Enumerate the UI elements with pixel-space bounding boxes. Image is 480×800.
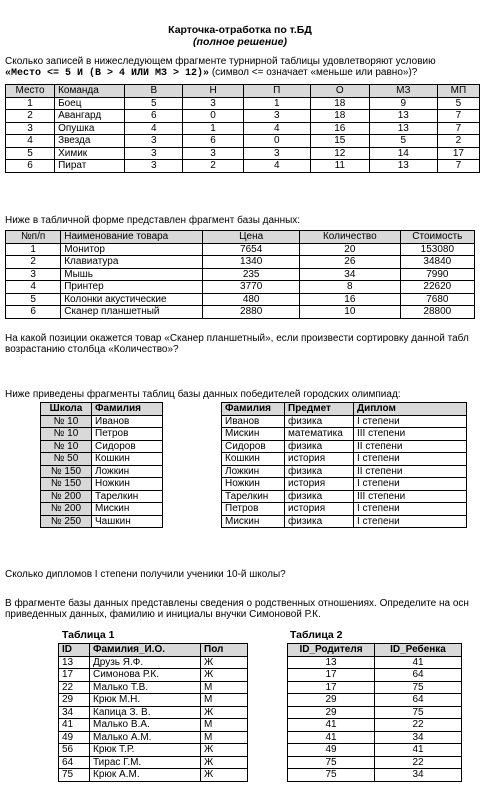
table-cell: Иванов [92, 415, 163, 428]
table-row [288, 669, 462, 682]
table-row [6, 135, 480, 148]
task3-question: Сколько дипломов I степени получили ученики 10-й школы? [5, 569, 286, 580]
table-cell: № 10 [41, 415, 92, 428]
table-cell: 4 [243, 122, 310, 135]
column-header: Место [6, 85, 55, 98]
table-cell: 41 [288, 719, 375, 732]
table-cell: II степени [354, 440, 467, 453]
table1-title: Таблица 1 [62, 629, 115, 641]
table-cell: 3 [243, 110, 310, 123]
column-header: Фамилия_И.О. [90, 644, 201, 657]
header-row [6, 85, 480, 98]
table-cell: 4 [125, 122, 183, 135]
table-cell: 2 [183, 160, 243, 173]
table-cell: Иванов [222, 415, 285, 428]
table-cell: Друзь Я.Ф. [90, 656, 201, 669]
column-header: Предмет [285, 403, 354, 416]
table-row [222, 465, 467, 478]
table-cell: 6 [6, 306, 61, 319]
table-cell: физика [285, 490, 354, 503]
column-header: Диплом [354, 403, 467, 416]
table-cell: 3 [6, 122, 55, 135]
table-cell: 5 [437, 97, 479, 110]
table-cell: 18 [310, 97, 369, 110]
table-cell: № 200 [41, 503, 92, 516]
table-cell: 13 [369, 122, 437, 135]
table-cell: 4 [6, 281, 61, 294]
table-cell: 153080 [400, 243, 474, 256]
table-cell: 29 [59, 694, 90, 707]
column-header: О [310, 85, 369, 98]
card-header [5, 24, 475, 48]
task1-question [5, 56, 480, 79]
table-row [222, 515, 467, 528]
table-cell: Петров [222, 503, 285, 516]
table-row [41, 478, 163, 491]
table-cell: 75 [375, 706, 462, 719]
table-row [59, 731, 248, 744]
table-cell: физика [285, 515, 354, 528]
table-cell: Колонки акустические [61, 293, 203, 306]
table-cell: 3 [183, 147, 243, 160]
table-cell: 64 [375, 694, 462, 707]
table-cell: 3 [6, 268, 61, 281]
table-row [288, 681, 462, 694]
table-cell: 5 [6, 293, 61, 306]
table-cell: 13 [369, 160, 437, 173]
task2-question [5, 333, 480, 355]
table-cell: 1 [183, 122, 243, 135]
table-cell: Крюк А.М. [90, 769, 201, 782]
table-cell: III степени [354, 490, 467, 503]
products-table [5, 230, 475, 319]
task3-intro: Ниже приведены фрагменты таблиц базы данных победителей городских олимпиад: [5, 389, 401, 400]
table-cell: 49 [288, 744, 375, 757]
table-cell: Мышь [61, 268, 203, 281]
task1-question-line1: Сколько записей в нижеследующем фрагменте турнирной таблицы удовлетворяют условию [5, 56, 436, 67]
table-row [6, 306, 475, 319]
table-cell: М [201, 719, 248, 732]
table-cell: 6 [125, 110, 183, 123]
table-cell: Ж [201, 769, 248, 782]
table-cell: 235 [203, 268, 300, 281]
table-cell: I степени [354, 478, 467, 491]
table-cell: М [201, 694, 248, 707]
table-cell: Ж [201, 656, 248, 669]
task1-condition: «Место <= 5 И (В > 4 ИЛИ МЗ > 12)» [5, 68, 210, 79]
column-header: ID_Ребенка [375, 644, 462, 657]
header-row [59, 644, 248, 657]
table-cell: 3 [243, 147, 310, 160]
table-cell: математика [285, 428, 354, 441]
table-row [41, 453, 163, 466]
tournament-table [5, 84, 480, 173]
table-cell: 18 [310, 110, 369, 123]
table-row [59, 719, 248, 732]
table-cell: Тирас Г.М. [90, 756, 201, 769]
column-header: Команда [55, 85, 125, 98]
table-cell: история [285, 478, 354, 491]
table-cell: 13 [59, 656, 90, 669]
table-cell: 17 [288, 681, 375, 694]
table-cell: 13 [369, 110, 437, 123]
table-row [41, 490, 163, 503]
table-cell: 5 [369, 135, 437, 148]
table-cell: 480 [203, 293, 300, 306]
relations-table [287, 643, 462, 782]
table-cell: 22 [375, 756, 462, 769]
table-cell: I степени [354, 515, 467, 528]
table-cell: 75 [288, 769, 375, 782]
table-cell: Тарелкин [222, 490, 285, 503]
table-cell: история [285, 453, 354, 466]
table-cell: 56 [59, 744, 90, 757]
table-cell: Кошкин [222, 453, 285, 466]
column-header: ID [59, 644, 90, 657]
table-row [222, 478, 467, 491]
task4-question [5, 598, 480, 620]
table-cell: Ножкин [222, 478, 285, 491]
table-cell: Химик [55, 147, 125, 160]
table-cell: Ж [201, 669, 248, 682]
table-cell: 41 [375, 656, 462, 669]
table-cell: 2 [6, 256, 61, 269]
table-cell: 75 [375, 681, 462, 694]
table-cell: Малько Т.В. [90, 681, 201, 694]
table-cell: Ж [201, 756, 248, 769]
task2-question-line1: На какой позиции окажется товар «Сканер планшетный», если произвести сортировку данной табл [5, 333, 469, 344]
table-cell: Чашкин [92, 515, 163, 528]
table-cell: № 50 [41, 453, 92, 466]
table-cell: 13 [288, 656, 375, 669]
table-cell: 20 [299, 243, 400, 256]
column-header: Фамилия [92, 403, 163, 416]
table-cell: № 200 [41, 490, 92, 503]
table-cell: 7 [437, 110, 479, 123]
table-row [288, 719, 462, 732]
table-cell: 9 [369, 97, 437, 110]
table-cell: 14 [369, 147, 437, 160]
table-cell: № 250 [41, 515, 92, 528]
table-row [59, 706, 248, 719]
table-row [41, 428, 163, 441]
table-cell: I степени [354, 453, 467, 466]
table-cell: Авангард [55, 110, 125, 123]
table-row [6, 293, 475, 306]
table-cell: физика [285, 465, 354, 478]
table-cell: 64 [375, 669, 462, 682]
table-cell: 28800 [400, 306, 474, 319]
table-cell: 34 [299, 268, 400, 281]
column-header: №п/п [6, 231, 61, 244]
table-cell: 41 [375, 744, 462, 757]
table-cell: Мискин [222, 515, 285, 528]
table-cell: I степени [354, 415, 467, 428]
table-cell: 12 [310, 147, 369, 160]
table-row [6, 110, 480, 123]
table-cell: № 10 [41, 440, 92, 453]
table-cell: 26 [299, 256, 400, 269]
table-cell: Крюк Т.Р. [90, 744, 201, 757]
table-cell: 34 [375, 769, 462, 782]
table-cell: 3 [183, 97, 243, 110]
table-row [41, 503, 163, 516]
table-row [222, 440, 467, 453]
table-cell: 41 [288, 731, 375, 744]
table-cell: 41 [59, 719, 90, 732]
column-header: ID_Родителя [288, 644, 375, 657]
table-cell: 7680 [400, 293, 474, 306]
table-row [41, 440, 163, 453]
table-row [288, 769, 462, 782]
table-row [59, 656, 248, 669]
table-cell: М [201, 731, 248, 744]
table-row [6, 97, 480, 110]
table-row [59, 769, 248, 782]
table-cell: физика [285, 415, 354, 428]
table-cell: Симонова Р.К. [90, 669, 201, 682]
table-cell: 16 [310, 122, 369, 135]
column-header: Стоимость [400, 231, 474, 244]
table-cell: М [201, 681, 248, 694]
table-cell: III степени [354, 428, 467, 441]
schools-table [40, 402, 163, 528]
table-cell: 16 [299, 293, 400, 306]
table-row [222, 503, 467, 516]
table-row [59, 756, 248, 769]
task4-question-line2: приведенных данных, фамилию и инициалы внучки Симоновой Р.К. [5, 609, 321, 620]
table-cell: Пират [55, 160, 125, 173]
table-cell: Мискин [92, 503, 163, 516]
table-row [222, 428, 467, 441]
task1-question-tail: (символ <= означает «меньше или равно»)? [209, 67, 418, 78]
table-cell: 7654 [203, 243, 300, 256]
table-row [6, 243, 475, 256]
column-header: П [243, 85, 310, 98]
table-row [41, 415, 163, 428]
table-cell: Звезда [55, 135, 125, 148]
table-cell: Боец [55, 97, 125, 110]
table-cell: 0 [183, 110, 243, 123]
table-cell: 4 [6, 135, 55, 148]
column-header: Количество [299, 231, 400, 244]
table-row [59, 681, 248, 694]
table-row [222, 453, 467, 466]
table-cell: 22 [59, 681, 90, 694]
table-cell: 29 [288, 706, 375, 719]
table-row [288, 744, 462, 757]
table-row [288, 694, 462, 707]
table-cell: Крюк М.Н. [90, 694, 201, 707]
table-cell: Клавиатура [61, 256, 203, 269]
table-cell: Сканер планшетный [61, 306, 203, 319]
table-cell: 22620 [400, 281, 474, 294]
diplomas-table [221, 402, 467, 528]
table-row [222, 490, 467, 503]
table-cell: Монитор [61, 243, 203, 256]
table-cell: 17 [59, 669, 90, 682]
column-header: МЗ [369, 85, 437, 98]
table-row [222, 415, 467, 428]
table-cell: Малько В.А. [90, 719, 201, 732]
table-row [288, 656, 462, 669]
table-cell: 49 [59, 731, 90, 744]
table-cell: 5 [6, 147, 55, 160]
table-cell: Малько А.М. [90, 731, 201, 744]
table-cell: Капица З. В. [90, 706, 201, 719]
table-cell: 8 [299, 281, 400, 294]
table-cell: 34 [375, 731, 462, 744]
table-cell: Сидоров [92, 440, 163, 453]
table-cell: 7 [437, 160, 479, 173]
table-cell: 75 [59, 769, 90, 782]
table-cell: 6 [183, 135, 243, 148]
table-cell: № 150 [41, 465, 92, 478]
table-cell: 10 [299, 306, 400, 319]
table-row [6, 147, 480, 160]
table-cell: 2 [6, 110, 55, 123]
table-cell: 11 [310, 160, 369, 173]
table-row [288, 706, 462, 719]
table-cell: 4 [243, 160, 310, 173]
table-cell: 6 [6, 160, 55, 173]
table-cell: Ложкин [222, 465, 285, 478]
task1-question-line2 [5, 67, 480, 79]
table-cell: Кошкин [92, 453, 163, 466]
task2-intro: Ниже в табличной форме представлен фрагмент базы данных: [5, 215, 301, 226]
table-cell: Опушка [55, 122, 125, 135]
table-cell: 3 [125, 160, 183, 173]
header-row [41, 403, 163, 416]
table-cell: физика [285, 440, 354, 453]
task2-question-line2: возрастанию столбца «Количество»? [5, 344, 179, 355]
table-cell: I степени [354, 503, 467, 516]
table-cell: 22 [375, 719, 462, 732]
table-cell: 1 [243, 97, 310, 110]
table-cell: 7 [437, 122, 479, 135]
table-cell: Ножкин [92, 478, 163, 491]
page-subtitle: (полное решение) [193, 36, 287, 48]
column-header: Наименование товара [61, 231, 203, 244]
table-cell: 15 [310, 135, 369, 148]
column-header: Пол [201, 644, 248, 657]
table-cell: № 10 [41, 428, 92, 441]
table-cell: 34 [59, 706, 90, 719]
header-row [222, 403, 467, 416]
table-cell: Ж [201, 744, 248, 757]
table-row [59, 694, 248, 707]
table-cell: 17 [288, 669, 375, 682]
table-row [41, 515, 163, 528]
table-cell: 3 [125, 135, 183, 148]
table-cell: Ж [201, 706, 248, 719]
column-header: МП [437, 85, 479, 98]
column-header: Цена [203, 231, 300, 244]
table-row [6, 281, 475, 294]
table-row [41, 465, 163, 478]
table-cell: 7990 [400, 268, 474, 281]
table-cell: 2880 [203, 306, 300, 319]
table-cell: 0 [243, 135, 310, 148]
table-cell: 17 [437, 147, 479, 160]
table-cell: история [285, 503, 354, 516]
table-cell: Ложкин [92, 465, 163, 478]
table-cell: 1 [6, 243, 61, 256]
table-cell: 34840 [400, 256, 474, 269]
table-cell: 3770 [203, 281, 300, 294]
table-row [6, 256, 475, 269]
table2-title: Таблица 2 [290, 629, 343, 641]
table-cell: 64 [59, 756, 90, 769]
page-title: Карточка-отработка по т.БД [168, 24, 312, 36]
column-header: В [125, 85, 183, 98]
table-row [59, 669, 248, 682]
header-row [288, 644, 462, 657]
column-header: Школа [41, 403, 92, 416]
table-row [288, 756, 462, 769]
table-row [6, 268, 475, 281]
column-header: Н [183, 85, 243, 98]
table-cell: Мискин [222, 428, 285, 441]
table-cell: 5 [125, 97, 183, 110]
table-row [59, 744, 248, 757]
table-cell: Сидоров [222, 440, 285, 453]
table-cell: 29 [288, 694, 375, 707]
table-cell: Принтер [61, 281, 203, 294]
table-cell: Тарелкин [92, 490, 163, 503]
table-cell: № 150 [41, 478, 92, 491]
table-row [6, 160, 480, 173]
table-cell: 1 [6, 97, 55, 110]
table-cell: II степени [354, 465, 467, 478]
persons-table [58, 643, 248, 782]
table-cell: 3 [125, 147, 183, 160]
table-cell: 1340 [203, 256, 300, 269]
table-cell: 75 [288, 756, 375, 769]
table-row [288, 731, 462, 744]
table-cell: Петров [92, 428, 163, 441]
column-header: Фамилия [222, 403, 285, 416]
header-row [6, 231, 475, 244]
table-row [6, 122, 480, 135]
task4-question-line1: В фрагменте базы данных представлены сведения о родственных отношениях. Определите на осн [5, 598, 469, 609]
table-cell: 2 [437, 135, 479, 148]
